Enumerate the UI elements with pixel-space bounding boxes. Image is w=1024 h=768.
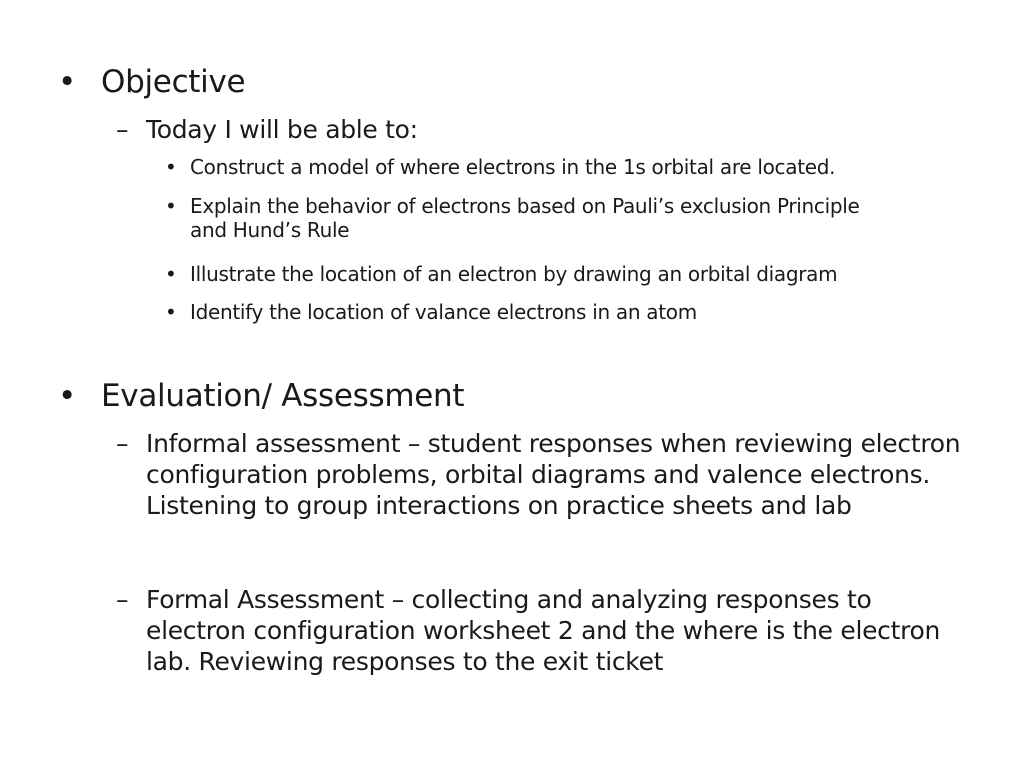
evaluation-item-text: Formal Assessment – collecting and analyzing responses to electron configuration worksheet 2 and the where is the electron lab. Reviewing responses to the exit ticket [146,585,941,676]
objective-item-3 [165,262,910,286]
dash-icon: – [116,115,129,144]
objective-subheading-item [116,114,418,145]
bullet-icon: • [58,378,76,414]
evaluation-heading: Evaluation/ Assessment [101,378,465,414]
objective-subheading: Today I will be able to: [146,115,418,144]
objective-heading-item [58,64,246,100]
evaluation-heading-item [58,378,465,414]
objective-item-text: Identify the location of valance electrons in an atom [190,300,697,324]
objective-item-text: Explain the behavior of electrons based on Pauli’s exclusion Principle and Hund’s Rule [190,194,860,242]
objective-item-1 [165,155,910,179]
evaluation-item-2 [116,584,966,677]
objective-item-text: Construct a model of where electrons in the 1s orbital are located. [190,155,836,179]
objective-heading: Objective [101,64,246,100]
bullet-icon: • [165,155,177,179]
objective-item-2 [165,194,890,242]
bullet-icon: • [165,194,177,218]
dash-icon: – [116,585,129,614]
objective-item-4 [165,300,910,324]
bullet-icon: • [165,300,177,324]
bullet-icon: • [165,262,177,286]
bullet-icon: • [58,64,76,100]
evaluation-item-1 [116,428,966,521]
objective-item-text: Illustrate the location of an electron by drawing an orbital diagram [190,262,838,286]
evaluation-item-text: Informal assessment – student responses when reviewing electron configuration problems, orbital diagrams and valence electrons. Listening to group interactions on practice sheets and lab [146,429,961,520]
dash-icon: – [116,429,129,458]
